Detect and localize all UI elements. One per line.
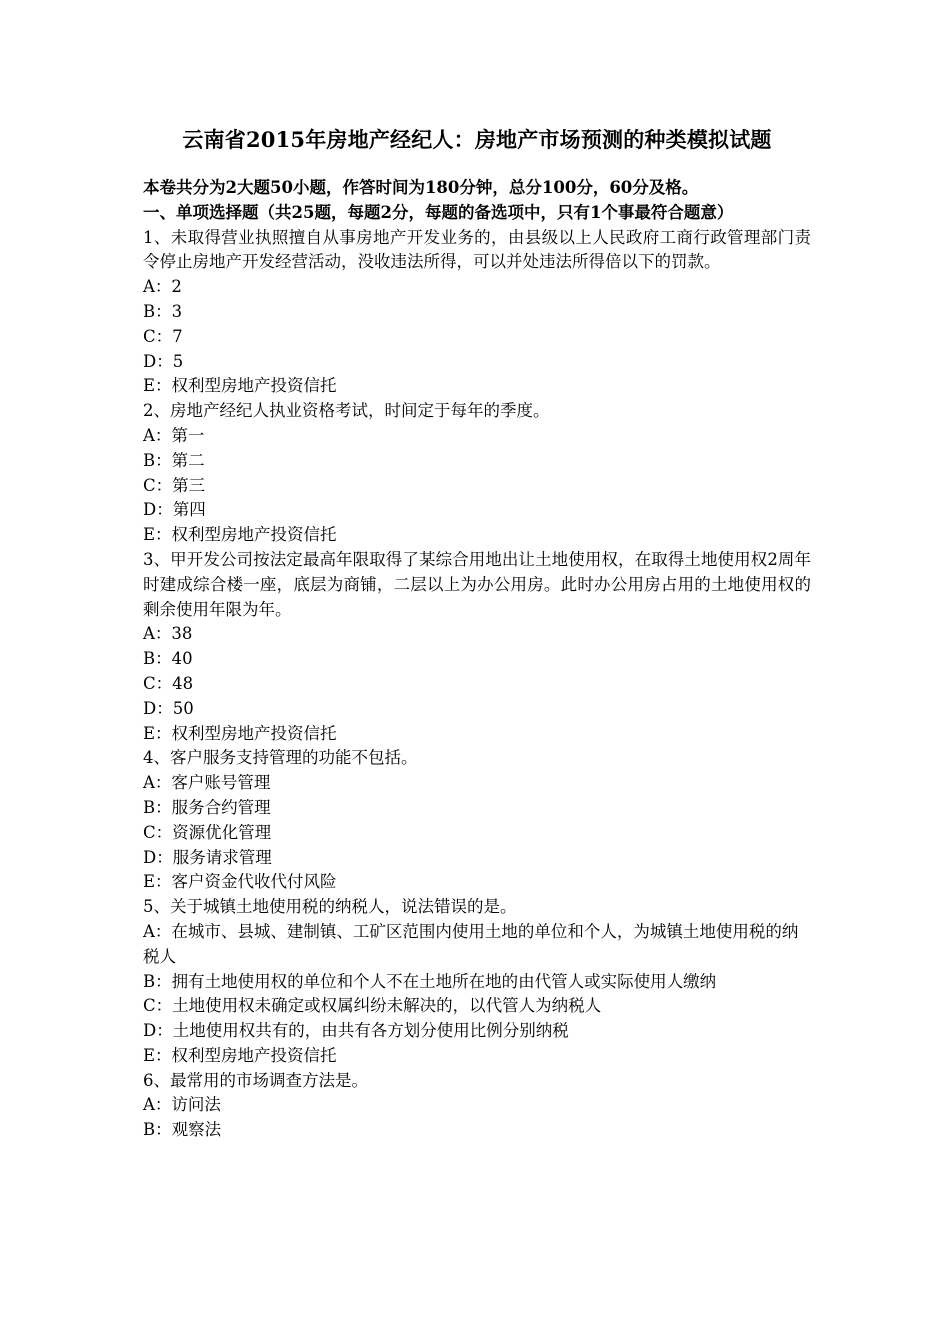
- question-text: 3、甲开发公司按法定最高年限取得了某综合用地出让土地使用权，在取得土地使用权2周年时建成综合楼一座，底层为商铺，二层以上为办公用房。此时办公用房占用的土地使用权的剩余使用年限为年。: [143, 549, 811, 619]
- option-e: E：权利型房地产投资信托: [143, 376, 337, 396]
- question-text: 4、客户服务支持管理的功能不包括。: [143, 748, 418, 768]
- document-page: [143, 124, 811, 1143]
- question-1: [143, 226, 811, 400]
- section-heading: 一、单项选择题（共25题，每题2分，每题的备选项中，只有1个事最符合题意）: [143, 202, 734, 222]
- option-c: C：48: [143, 673, 194, 693]
- option-e: E：权利型房地产投资信托: [143, 1045, 337, 1065]
- option-d: D：土地使用权共有的，由共有各方划分使用比例分别纳税: [143, 1021, 569, 1041]
- exam-intro: 本卷共分为2大题50小题，作答时间为180分钟，总分100分，60分及格。: [143, 178, 699, 197]
- option-a: A：38: [143, 624, 193, 644]
- question-text: 6、最常用的市场调查方法是。: [143, 1070, 368, 1090]
- option-b: B：第二: [143, 450, 205, 470]
- option-a: A：访问法: [143, 1095, 221, 1115]
- question-3: [143, 548, 811, 746]
- option-c: C：第三: [143, 475, 206, 495]
- option-b: B：40: [143, 649, 193, 669]
- question-4: [143, 746, 811, 895]
- question-text: 1、未取得营业执照擅自从事房地产开发业务的，由县级以上人民政府工商行政管理部门责令停止房地产开发经营活动，没收违法所得，可以并处违法所得倍以下的罚款。: [143, 227, 811, 272]
- option-b: B：服务合约管理: [143, 797, 271, 817]
- option-d: D：50: [143, 698, 194, 718]
- option-c: C：资源优化管理: [143, 822, 272, 842]
- option-d: D：5: [143, 351, 184, 371]
- option-a: A：在城市、县城、建制镇、工矿区范围内使用土地的单位和个人，为城镇土地使用税的纳税人: [143, 921, 799, 966]
- option-b: B：拥有土地使用权的单位和个人不在土地所在地的由代管人或实际使用人缴纳: [143, 971, 717, 991]
- option-a: A：2: [143, 277, 182, 297]
- question-2: [143, 399, 811, 548]
- option-c: C：土地使用权未确定或权属纠纷未解决的，以代管人为纳税人: [143, 996, 602, 1016]
- page-title: 云南省2015年房地产经纪人：房地产市场预测的种类模拟试题: [182, 127, 772, 152]
- option-a: A：客户账号管理: [143, 773, 271, 793]
- question-text: 5、关于城镇土地使用税的纳税人，说法错误的是。: [143, 897, 517, 917]
- option-a: A：第一: [143, 425, 205, 445]
- option-d: D：服务请求管理: [143, 847, 272, 867]
- question-text: 2、房地产经纪人执业资格考试，时间定于每年的季度。: [143, 401, 550, 421]
- question-5: [143, 895, 811, 1069]
- option-d: D：第四: [143, 500, 206, 520]
- option-e: E：权利型房地产投资信托: [143, 723, 337, 743]
- option-c: C：7: [143, 326, 183, 346]
- option-e: E：客户资金代收代付风险: [143, 872, 337, 892]
- option-b: B：观察法: [143, 1120, 222, 1140]
- option-b: B：3: [143, 301, 183, 321]
- question-6: [143, 1069, 811, 1143]
- option-e: E：权利型房地产投资信托: [143, 525, 337, 545]
